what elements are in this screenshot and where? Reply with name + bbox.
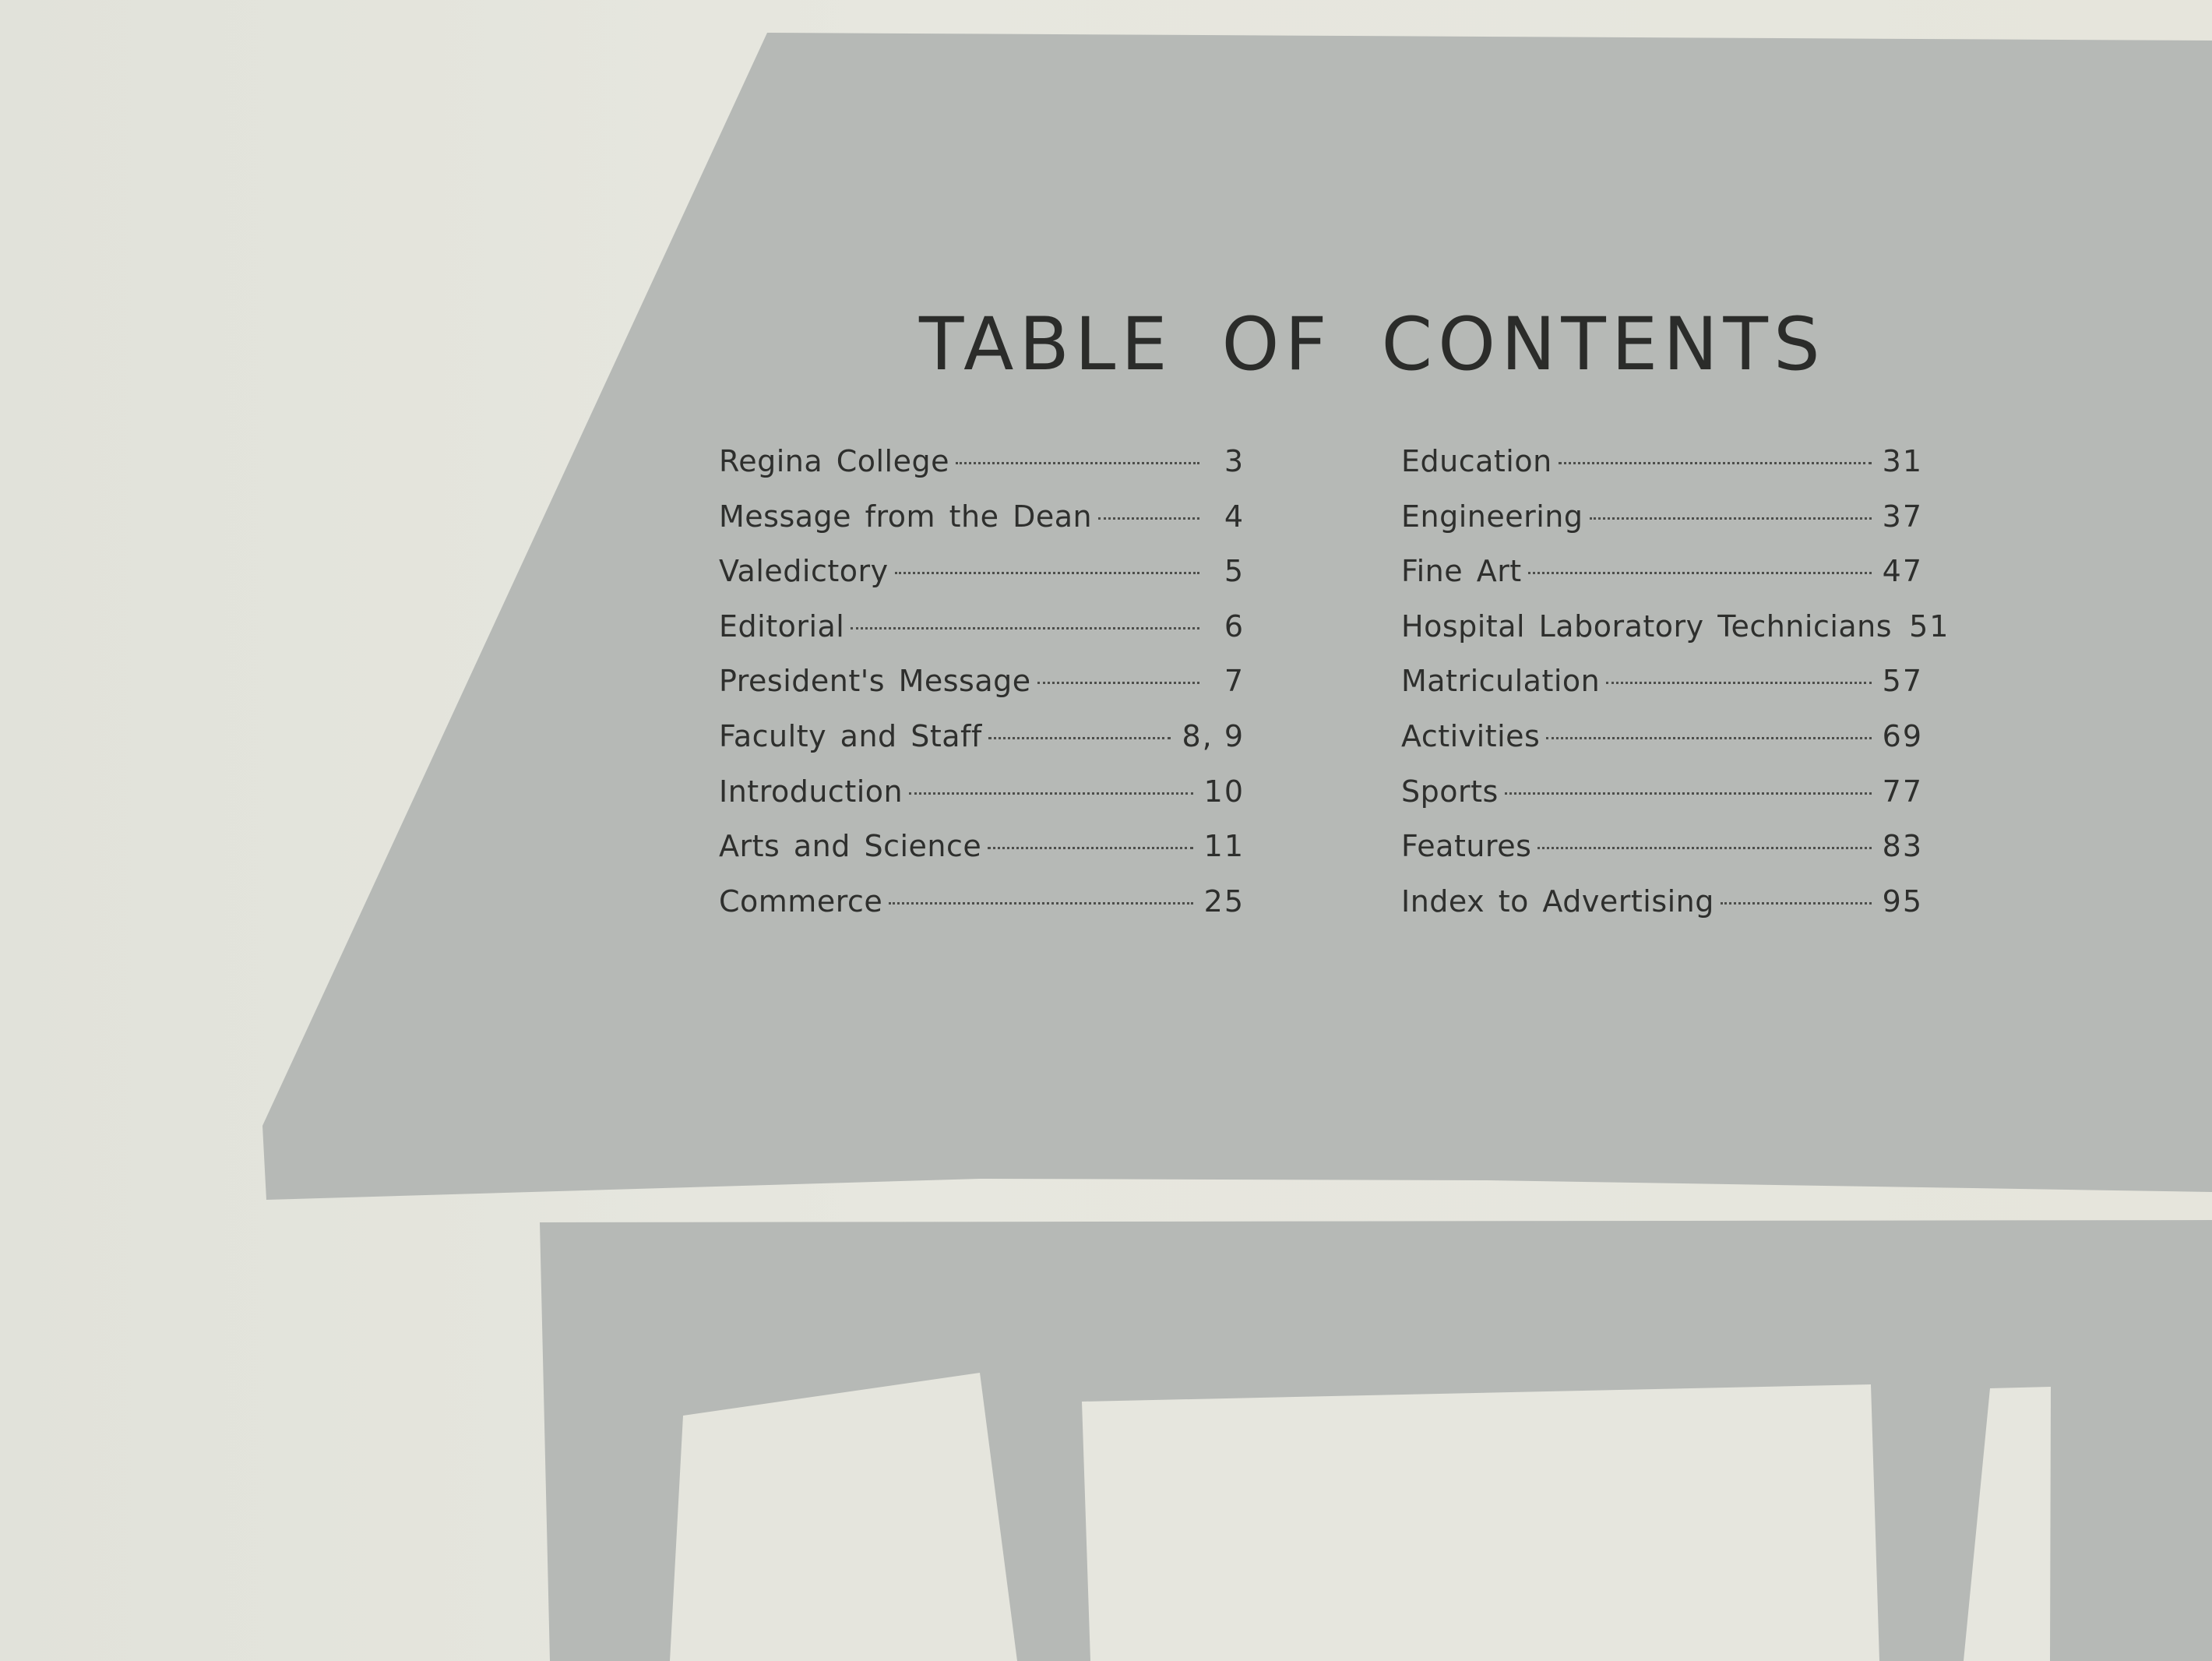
toc-entry: [719, 434, 1245, 489]
toc-entry: [719, 654, 1245, 709]
toc-entry: [719, 709, 1245, 764]
toc-entry-label: President's Message: [719, 664, 1031, 699]
dot-leader: [1537, 847, 1871, 849]
toc-entry-page-number: 6: [1224, 608, 1245, 644]
toc-entry-label: Index to Advertising: [1401, 883, 1714, 919]
toc-entry-label: Matriculation: [1401, 664, 1601, 699]
dot-leader: [889, 902, 1192, 905]
toc-entry-page-number: 7: [1224, 664, 1245, 699]
toc-entry-page-number: 8, 9: [1182, 718, 1245, 753]
page-title: TABLE OF CONTENTS: [919, 302, 1826, 387]
toc-entry: [719, 764, 1245, 820]
toc-entry-label: Features: [1401, 829, 1532, 864]
toc-entry: [1401, 819, 1923, 874]
toc-entry-label: Regina College: [719, 444, 949, 478]
dot-leader: [1528, 572, 1872, 574]
toc-entry-label: Activities: [1401, 718, 1541, 753]
toc-entry: [719, 819, 1245, 874]
dot-leader: [956, 462, 1199, 464]
toc-entry-page-number: 31: [1882, 444, 1923, 478]
dot-leader: [988, 847, 1192, 849]
left-door-opening: [670, 1373, 1017, 1661]
toc-right-column: [1401, 434, 1950, 929]
toc-entry-label: Education: [1401, 444, 1552, 478]
toc-entry-label: Introduction: [719, 774, 903, 809]
dot-leader: [851, 627, 1199, 629]
toc-entry: [719, 874, 1245, 929]
toc-entry-page-number: 57: [1882, 664, 1923, 699]
dot-leader: [1037, 682, 1199, 684]
dot-leader: [1098, 517, 1199, 520]
dot-leader: [1721, 902, 1872, 905]
toc-entry: [1401, 764, 1923, 820]
toc-entry: [1401, 434, 1923, 489]
toc-entry-page-number: 95: [1882, 883, 1923, 919]
toc-entry-page-number: 51: [1909, 608, 1950, 644]
toc-entry-page-number: 3: [1224, 444, 1245, 478]
toc-entry-label: Fine Art: [1401, 554, 1522, 589]
dot-leader: [895, 572, 1199, 574]
toc-entry-page-number: 47: [1882, 554, 1923, 589]
toc-entry: [1401, 544, 1923, 599]
toc-entry-label: Editorial: [719, 608, 845, 644]
toc-entry-page-number: 4: [1224, 499, 1245, 534]
toc-entry-label: Commerce: [719, 883, 883, 919]
dot-leader: [1546, 737, 1871, 739]
toc-entry-label: Message from the Dean: [719, 499, 1093, 534]
toc-entry-page-number: 77: [1882, 774, 1923, 809]
toc-entry-label: Faculty and Staff: [719, 718, 982, 753]
toc-entry-label: Sports: [1401, 774, 1499, 809]
toc-entry-page-number: 69: [1882, 718, 1923, 753]
toc-entry-label: Valedictory: [719, 554, 889, 589]
toc-entry: [1401, 599, 1950, 654]
toc-entry-page-number: 83: [1882, 829, 1923, 864]
dot-leader: [909, 792, 1193, 795]
dot-leader: [988, 737, 1171, 739]
toc-entry-label: Arts and Science: [719, 829, 982, 864]
toc-entry: [1401, 654, 1923, 709]
toc-entry: [719, 489, 1245, 545]
dot-leader: [1505, 792, 1872, 795]
center-window-opening: [1082, 1384, 1879, 1661]
toc-entry: [719, 544, 1245, 599]
toc-entry: [719, 599, 1245, 654]
toc-entry: [1401, 874, 1923, 929]
toc-left-column: [719, 434, 1245, 929]
toc-entry-page-number: 25: [1203, 883, 1245, 919]
toc-entry-label: Engineering: [1401, 499, 1583, 534]
toc-entry-page-number: 11: [1203, 829, 1245, 864]
toc-entry-page-number: 10: [1203, 774, 1245, 809]
toc-entry-page-number: 37: [1882, 499, 1923, 534]
dot-leader: [1559, 462, 1872, 464]
toc-entry: [1401, 489, 1923, 545]
toc-entry: [1401, 709, 1923, 764]
toc-entry-page-number: 5: [1224, 554, 1245, 589]
dot-leader: [1590, 517, 1872, 520]
dot-leader: [1606, 682, 1871, 684]
toc-entry-label: Hospital Laboratory Technicians: [1401, 608, 1893, 644]
